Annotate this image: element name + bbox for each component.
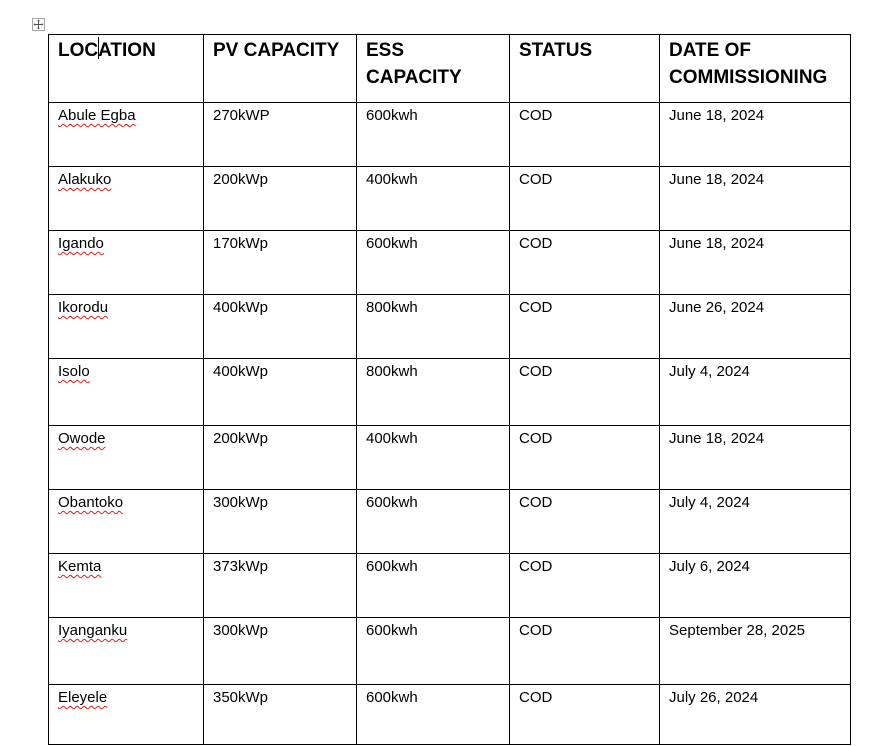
cell-status[interactable]	[510, 231, 660, 295]
date-text: June 18, 2024	[669, 107, 765, 124]
status-text: COD	[519, 107, 553, 124]
cell-date[interactable]	[660, 490, 851, 554]
status-text: COD	[519, 363, 553, 380]
table-move-handle-icon[interactable]	[32, 18, 45, 31]
location-text: Ikorodu	[58, 299, 109, 316]
cell-status[interactable]	[510, 295, 660, 359]
cell-ess[interactable]	[357, 490, 510, 554]
pv-text: 400kWp	[213, 363, 269, 380]
location-text: Isolo	[58, 363, 90, 380]
cell-ess[interactable]	[357, 426, 510, 490]
status-text: COD	[519, 235, 553, 252]
pv-text: 200kWp	[213, 430, 269, 447]
cell-ess[interactable]	[357, 295, 510, 359]
cell-pv[interactable]	[204, 618, 357, 685]
cell-status[interactable]	[510, 359, 660, 426]
commissioning-table	[48, 34, 851, 745]
cell-date[interactable]	[660, 618, 851, 685]
cell-pv[interactable]	[204, 426, 357, 490]
status-text: COD	[519, 171, 553, 188]
cell-pv[interactable]	[204, 167, 357, 231]
status-text: COD	[519, 689, 553, 706]
header-pv-capacity[interactable]: PV CAPACITY	[204, 35, 357, 103]
ess-text: 400kwh	[366, 171, 418, 188]
ess-text: 600kwh	[366, 622, 418, 639]
date-text: July 26, 2024	[669, 689, 759, 706]
ess-text: 600kwh	[366, 689, 418, 706]
pv-text: 300kWp	[213, 494, 269, 511]
cell-status[interactable]	[510, 618, 660, 685]
date-text: July 6, 2024	[669, 558, 750, 575]
pv-text: 170kWp	[213, 235, 269, 252]
ess-text: 600kwh	[366, 494, 418, 511]
cell-pv[interactable]	[204, 554, 357, 618]
table-row	[49, 359, 851, 426]
table-header-row	[49, 35, 851, 103]
date-text: June 18, 2024	[669, 171, 765, 188]
cell-pv[interactable]	[204, 231, 357, 295]
ess-text: 600kwh	[366, 107, 418, 124]
date-text: June 18, 2024	[669, 235, 765, 252]
cell-status[interactable]	[510, 554, 660, 618]
status-text: COD	[519, 558, 553, 575]
status-text: COD	[519, 622, 553, 639]
header-ess-capacity[interactable]: ESS CAPACITY	[357, 35, 510, 103]
cell-date[interactable]	[660, 685, 851, 745]
location-text: Abule Egba	[58, 107, 136, 124]
pv-text: 270kWP	[213, 107, 270, 124]
cell-ess[interactable]	[357, 167, 510, 231]
cell-location[interactable]	[49, 618, 204, 685]
cell-location[interactable]	[49, 167, 204, 231]
cell-location[interactable]	[49, 103, 204, 167]
cell-ess[interactable]	[357, 231, 510, 295]
ess-text: 800kwh	[366, 363, 418, 380]
pv-text: 300kWp	[213, 622, 269, 639]
table-row	[49, 490, 851, 554]
table-row	[49, 426, 851, 490]
ess-text: 600kwh	[366, 235, 418, 252]
cell-date[interactable]	[660, 103, 851, 167]
cell-location[interactable]	[49, 359, 204, 426]
header-date-of-commissioning[interactable]: DATE OF COMMISSIONING	[660, 35, 851, 103]
cell-ess[interactable]	[357, 103, 510, 167]
cell-pv[interactable]	[204, 103, 357, 167]
cell-date[interactable]	[660, 167, 851, 231]
table-row	[49, 167, 851, 231]
cell-status[interactable]	[510, 167, 660, 231]
date-text: July 4, 2024	[669, 494, 750, 511]
ess-text: 600kwh	[366, 558, 418, 575]
date-text: June 26, 2024	[669, 299, 765, 316]
cell-location[interactable]	[49, 554, 204, 618]
pv-text: 373kWp	[213, 558, 269, 575]
cell-location[interactable]	[49, 231, 204, 295]
location-text: Igando	[58, 235, 104, 252]
cell-date[interactable]	[660, 231, 851, 295]
date-text: June 18, 2024	[669, 430, 765, 447]
location-text: Eleyele	[58, 689, 108, 706]
cell-status[interactable]	[510, 426, 660, 490]
cell-location[interactable]	[49, 490, 204, 554]
ess-text: 800kwh	[366, 299, 418, 316]
cell-ess[interactable]	[357, 618, 510, 685]
cell-date[interactable]	[660, 359, 851, 426]
table-row	[49, 685, 851, 745]
cell-ess[interactable]	[357, 359, 510, 426]
location-text: Iyanganku	[58, 622, 128, 639]
header-location-rest: ATION	[98, 40, 156, 61]
cell-pv[interactable]	[204, 685, 357, 745]
header-location[interactable]: LOCATION	[49, 35, 204, 103]
cell-location[interactable]	[49, 295, 204, 359]
table-row	[49, 295, 851, 359]
header-status[interactable]: STATUS	[510, 35, 660, 103]
location-text: Owode	[58, 430, 106, 447]
cell-ess[interactable]	[357, 685, 510, 745]
cell-pv[interactable]	[204, 295, 357, 359]
table-row	[49, 103, 851, 167]
date-text: July 4, 2024	[669, 363, 750, 380]
cell-date[interactable]	[660, 554, 851, 618]
status-text: COD	[519, 494, 553, 511]
cell-ess[interactable]	[357, 554, 510, 618]
table-body	[49, 103, 851, 745]
location-text: Alakuko	[58, 171, 112, 188]
cell-location[interactable]	[49, 685, 204, 745]
pv-text: 200kWp	[213, 171, 269, 188]
table-row	[49, 231, 851, 295]
cell-location[interactable]	[49, 426, 204, 490]
table-row	[49, 554, 851, 618]
pv-text: 350kWp	[213, 689, 269, 706]
status-text: COD	[519, 299, 553, 316]
location-text: Obantoko	[58, 494, 124, 511]
cell-pv[interactable]	[204, 490, 357, 554]
table-row	[49, 618, 851, 685]
cell-status[interactable]	[510, 490, 660, 554]
pv-text: 400kWp	[213, 299, 269, 316]
date-text: September 28, 2025	[669, 622, 805, 639]
cell-status[interactable]	[510, 103, 660, 167]
cell-status[interactable]	[510, 685, 660, 745]
location-text: Kemta	[58, 558, 102, 575]
cell-date[interactable]	[660, 295, 851, 359]
status-text: COD	[519, 430, 553, 447]
cell-date[interactable]	[660, 426, 851, 490]
ess-text: 400kwh	[366, 430, 418, 447]
cell-pv[interactable]	[204, 359, 357, 426]
